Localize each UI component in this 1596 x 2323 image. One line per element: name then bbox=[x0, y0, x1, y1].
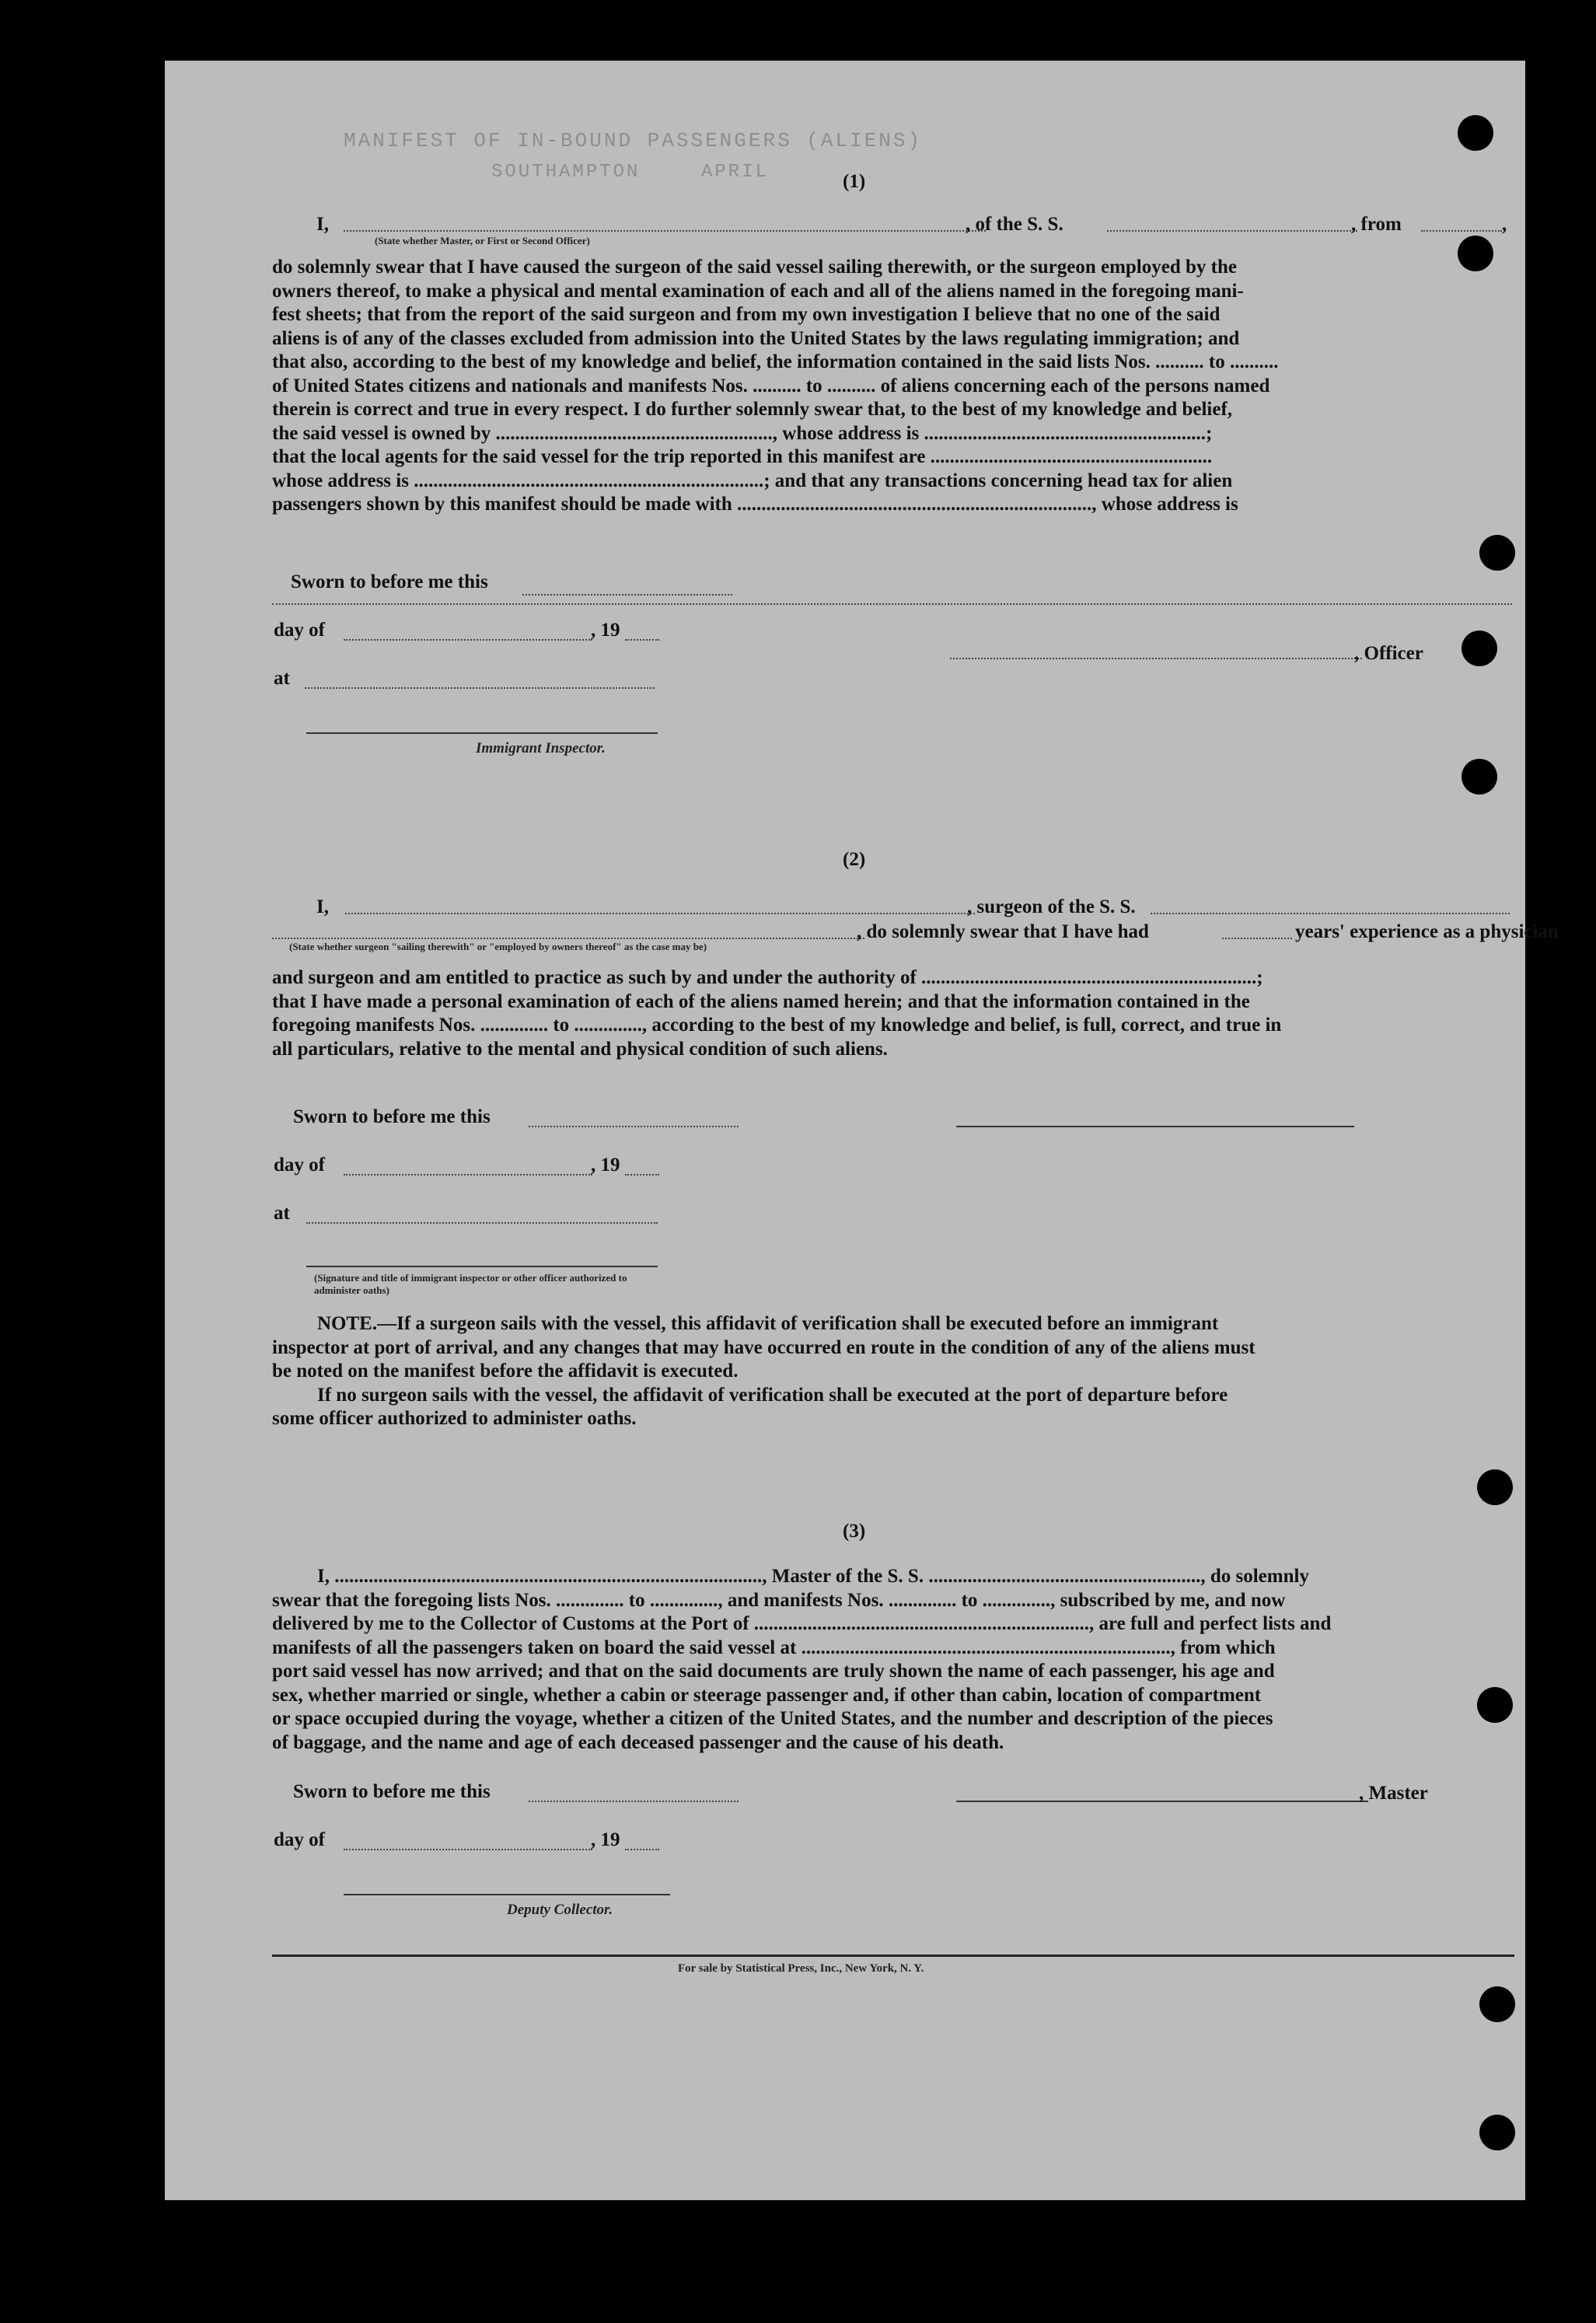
note-line: inspector at port of arrival, and any changes that may have occurred en route in the condition of any of the aliens must bbox=[272, 1336, 1255, 1358]
punch-hole bbox=[1477, 1469, 1513, 1505]
punch-hole bbox=[1458, 115, 1493, 151]
sec1-sworn-label: Sworn to before me this bbox=[291, 571, 488, 592]
sec2-year-label: , 19 bbox=[591, 1155, 620, 1175]
sec2-line: that I have made a personal examination of each of the aliens named herein; and that the information contained in the bbox=[272, 990, 1250, 1012]
collector-signature-line[interactable] bbox=[344, 1894, 670, 1895]
surgeon-of-ss-label: , surgeon of the S. S. bbox=[967, 896, 1136, 917]
ship-name-field[interactable] bbox=[1107, 230, 1357, 232]
master-signature-line[interactable] bbox=[956, 1801, 1368, 1802]
sec2-ship-field[interactable] bbox=[1151, 913, 1510, 914]
sec2-line: and surgeon and am entitled to practice as such by and under the authority of .....................................................................; bbox=[272, 967, 1263, 988]
printer-imprint: For sale by Statistical Press, Inc., New York, N. Y. bbox=[678, 1962, 924, 1975]
sec1-year-label: , 19 bbox=[591, 620, 620, 641]
sec3-year-label: , 19 bbox=[591, 1829, 620, 1850]
punch-hole bbox=[1462, 631, 1497, 666]
sec1-day-label: day of bbox=[274, 620, 325, 641]
sec3-line: sex, whether married or single, whether a cabin or steerage passenger and, if other than cabin, location of compartment bbox=[272, 1684, 1262, 1706]
of-ss-label: , of the S. S. bbox=[966, 214, 1063, 235]
note-line: some officer authorized to administer oaths. bbox=[272, 1408, 637, 1429]
sec1-line: passengers shown by this manifest should be made with ........................................................................., whose address is bbox=[272, 494, 1238, 515]
bleed-month: APRIL bbox=[701, 162, 770, 183]
sec2-sworn-label: Sworn to before me this bbox=[293, 1106, 491, 1127]
sec3-line: swear that the foregoing lists Nos. .............. to .............., and manifests Nos. .............. to .............., subscribed by me, and now bbox=[272, 1589, 1286, 1611]
sec2-official-signature-line[interactable] bbox=[306, 1266, 658, 1267]
surgeon-note: (State whether surgeon "sailing therewith" or "employed by owners thereof" as the case may be) bbox=[289, 941, 707, 952]
form-sheet bbox=[165, 61, 1559, 2200]
section-3-number: (3) bbox=[843, 1521, 866, 1542]
sec1-at-field[interactable] bbox=[305, 687, 655, 689]
sec1-line: fest sheets; that from the report of the said surgeon and from my own investigation I believe that no one of the said bbox=[272, 304, 1221, 325]
sec1-line: whose address is ........................................................................; and that any transactions concerning head tax for alien bbox=[272, 470, 1233, 491]
sec3-line: delivered by me to the Collector of Customs at the Port of ....................................................................., are full and perfect lists and bbox=[272, 1613, 1332, 1634]
sec1-at-label: at bbox=[274, 668, 290, 689]
sec2-year-field[interactable] bbox=[625, 1174, 659, 1175]
sec3-line: port said vessel has now arrived; and that on the said documents are truly shown the name of each passenger, his age and bbox=[272, 1661, 1275, 1682]
years-experience-field[interactable] bbox=[1222, 938, 1292, 939]
line1-comma: , bbox=[1502, 214, 1507, 235]
bleed-port: SOUTHAMPTON bbox=[491, 162, 641, 183]
sec2-line: foregoing manifests Nos. .............. to .............., according to the best of my knowledge and belief, is full, correct, and true in bbox=[272, 1015, 1282, 1036]
note-line: If no surgeon sails with the vessel, the affidavit of verification shall be executed at the port of departure before bbox=[317, 1384, 1228, 1406]
sec2-sworn-field[interactable] bbox=[529, 1126, 739, 1127]
sec1-line: the said vessel is owned by ........................................................., whose address is ..........................................................; bbox=[272, 422, 1213, 444]
officer-signature-field[interactable] bbox=[950, 658, 1362, 659]
punch-hole bbox=[1477, 1687, 1513, 1723]
sec3-line: I, ........................................................................................, Master of the S. S. ........................................................, do solemnly bbox=[317, 1566, 1309, 1587]
sec1-line: owners thereof, to make a physical and mental examination of each and all of the aliens named in the foregoing mani- bbox=[272, 280, 1244, 302]
sec2-at-field[interactable] bbox=[306, 1222, 658, 1224]
sec2-paragraph bbox=[272, 966, 1512, 1061]
sec1-year-field[interactable] bbox=[625, 639, 659, 641]
from-label: , from bbox=[1351, 214, 1402, 235]
from-port-field[interactable] bbox=[1421, 230, 1502, 232]
note-paragraph bbox=[272, 1312, 1512, 1431]
sec1-line: of United States citizens and nationals and manifests Nos. .......... to .......... of aliens concerning each of the persons named bbox=[272, 375, 1270, 396]
sec1-line: aliens is of any of the classes excluded from admission into the United States by the laws regulating immigration; and bbox=[272, 327, 1240, 349]
sec2-signature-line[interactable] bbox=[956, 1126, 1354, 1127]
sec2-i-label: I, bbox=[316, 896, 329, 917]
sec3-day-label: day of bbox=[274, 1829, 325, 1850]
officer-label: , Officer bbox=[1354, 643, 1423, 664]
sec1-sworn-field[interactable] bbox=[522, 594, 732, 596]
sec1-day-field[interactable] bbox=[344, 639, 592, 641]
punch-hole bbox=[1479, 1986, 1515, 2022]
deputy-collector-label: Deputy Collector. bbox=[507, 1902, 613, 1918]
sec3-year-field[interactable] bbox=[625, 1849, 659, 1850]
sec1-line: that the local agents for the said vessel for the trip reported in this manifest are .......................................................... bbox=[272, 446, 1213, 467]
inspector-signature-line[interactable] bbox=[306, 732, 658, 734]
surgeon-status-field[interactable] bbox=[272, 938, 864, 939]
master-label: , Master bbox=[1359, 1783, 1428, 1804]
surgeon-name-field[interactable] bbox=[345, 913, 975, 914]
sig-title-note: (Signature and title of immigrant inspector or other officer authorized to administer oaths) bbox=[314, 1272, 627, 1296]
punch-hole bbox=[1462, 759, 1497, 795]
punch-hole bbox=[1479, 535, 1515, 571]
address-continuation-field[interactable] bbox=[272, 603, 1512, 605]
sec3-paragraph bbox=[272, 1565, 1512, 1755]
officer-name-field[interactable] bbox=[344, 230, 986, 232]
inspector-label: Immigrant Inspector. bbox=[476, 740, 606, 756]
sec1-line: therein is correct and true in every respect. I do further solemnly swear that, to the best of my knowledge and belief, bbox=[272, 399, 1233, 420]
sec3-sworn-label: Sworn to before me this bbox=[293, 1781, 491, 1802]
punch-hole bbox=[1458, 236, 1493, 271]
sec3-line: of baggage, and the name and age of each deceased passenger and the cause of his death. bbox=[272, 1731, 1004, 1753]
section-2-number: (2) bbox=[843, 849, 866, 870]
sec1-paragraph bbox=[272, 256, 1512, 517]
footer-rule bbox=[272, 1954, 1514, 1957]
sec2-day-label: day of bbox=[274, 1155, 325, 1175]
years-label: years' experience as a physician bbox=[1295, 921, 1559, 942]
sec2-swear-label: , do solemnly swear that I have had bbox=[857, 921, 1149, 942]
sec1-i-label: I, bbox=[316, 214, 329, 235]
punch-hole bbox=[1479, 2115, 1515, 2150]
note-line: NOTE.—If a surgeon sails with the vessel, this affidavit of verification shall be executed before an immigrant bbox=[317, 1313, 1219, 1334]
sec2-line: all particulars, relative to the mental and physical condition of such aliens. bbox=[272, 1038, 888, 1060]
section-1-number: (1) bbox=[843, 171, 866, 192]
sec3-sworn-field[interactable] bbox=[529, 1801, 739, 1802]
sec3-line: or space occupied during the voyage, whether a citizen of the United States, and the number and description of the pieces bbox=[272, 1708, 1273, 1729]
officer-note: (State whether Master, or First or Second Officer) bbox=[375, 235, 590, 246]
sec2-day-field[interactable] bbox=[344, 1174, 592, 1175]
bleed-title: MANIFEST OF IN-BOUND PASSENGERS (ALIENS) bbox=[344, 129, 923, 152]
sec2-at-label: at bbox=[274, 1203, 290, 1224]
sec1-line: do solemnly swear that I have caused the surgeon of the said vessel sailing therewith, or the surgeon employed by the bbox=[272, 257, 1237, 278]
note-line: be noted on the manifest before the affidavit is executed. bbox=[272, 1361, 739, 1382]
sec3-day-field[interactable] bbox=[344, 1849, 592, 1850]
sec3-line: manifests of all the passengers taken on board the said vessel at ............................................................................, from which bbox=[272, 1637, 1276, 1658]
sec1-line: that also, according to the best of my knowledge and belief, the information contained in the said lists Nos. .......... to .......... bbox=[272, 351, 1279, 372]
